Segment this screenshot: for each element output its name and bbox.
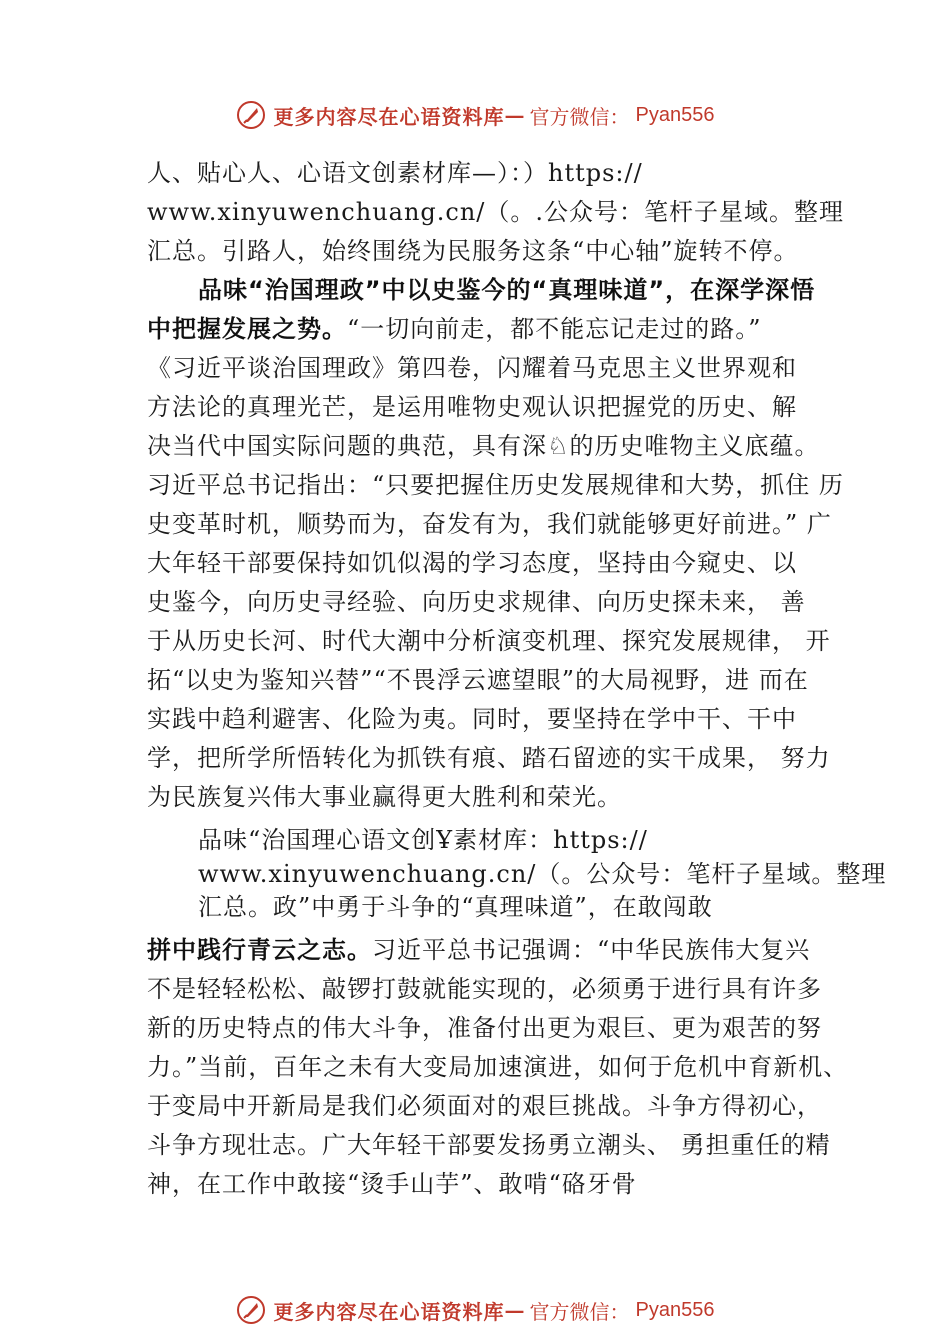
quill-logo-icon [236,1295,266,1325]
bold-heading-text: 拼中践行青云之志。 [147,936,372,964]
text-line [147,197,844,227]
body-text: 人、贴心人、心语文创素材库—）：）https:// [147,159,643,187]
body-text: 汇总。引路人，始终围绕为民服务这条“中心轴”旋转不停。 [147,237,799,265]
text-line [147,1130,831,1160]
text-line [198,859,886,889]
text-line [147,587,806,617]
banner-wechat-label: 官方微信： [529,1299,630,1324]
text-line [147,548,797,578]
body-text: 新的历史特点的伟大斗争，准备付出更为艰巨、更为艰苦的努 [147,1014,822,1042]
bold-heading-text: 品味“治国理政”中以史鉴今的“真理味道”，在深学深悟 [198,276,816,304]
text-line [147,509,832,539]
body-text: 力。”当前，百年之未有大变局加速演进，如何于危机中育新机、 [147,1053,849,1081]
body-text: 神，在工作中敢接“烫手山芋”、敢啃“硌牙骨 [147,1170,637,1198]
body-text: 大年轻干部要保持如饥似渴的学习态度，坚持由今窥史、以 [147,549,797,577]
text-line [147,236,799,266]
text-line [147,314,762,344]
banner-text: 更多内容尽在心语资料库 [273,1299,505,1324]
banner-separator: — [504,1298,526,1322]
body-text: 史变革时机，顺势而为，奋发有为，我们就能够更好前进。” 广 [147,510,832,538]
body-text: www.xinyuwenchuang.cn/（。.公众号：笔杆子星域。整理 [147,198,845,226]
body-text: 方法论的真理光芒，是运用唯物史观认识把握党的历史、解 [147,393,797,421]
text-line [147,935,810,965]
text-line [147,1013,822,1043]
text-line [147,974,822,1004]
text-line [147,665,809,695]
banner-wechat-label: 官方微信： [529,104,630,129]
body-text: “一切向前走，都不能忘记走过的路。” [347,315,762,343]
text-line [147,782,622,812]
body-text: 于变局中开新局是我们必须面对的艰巨挑战。斗争方得初心， [147,1092,822,1120]
footer-watermark-banner [0,1290,950,1330]
body-text: 品味“治国理心语文创Ұ素材库：https:// [198,826,648,854]
text-line [147,704,797,734]
body-text: 习近平总书记强调：“中华民族伟大复兴 [372,936,811,964]
text-line [147,626,831,656]
body-text: 史鉴今，向历史寻经验、向历史求规律、向历史探未来， 善 [147,588,806,616]
banner-separator: — [504,103,526,127]
text-line [147,743,831,773]
body-text: 斗争方现壮志。广大年轻干部要发扬勇立潮头、 勇担重任的精 [147,1131,831,1159]
text-line [147,392,797,422]
body-text: 汇总。政”中勇于斗争的“真理味道”，在敢闯敢 [198,893,713,921]
text-line [198,892,713,922]
body-text: 于从历史长河、时代大潮中分析演变机理、探究发展规律， 开 [147,627,831,655]
text-line [198,825,648,855]
body-text: 实践中趋利避害、化险为夷。同时，要坚持在学中干、干中 [147,705,797,733]
body-text: 《习近平谈治国理政》第四卷，闪耀着马克思主义世界观和 [147,354,797,382]
text-line [147,158,643,188]
text-line [147,470,844,500]
text-line [147,1052,848,1082]
text-line [147,1091,822,1121]
banner-wechat-id: Pyan556 [635,103,715,126]
text-line [147,353,797,383]
body-text: 习近平总书记指出：“只要把握住历史发展规律和大势，抓住 历 [147,471,844,499]
body-text: 为民族复兴伟大事业赢得更大胜利和荣光。 [147,783,622,811]
body-text: 拓“以史为鉴知兴替”“不畏浮云遮望眼”的大局视野，进 而在 [147,666,809,694]
text-line [147,431,820,461]
text-line [147,1169,637,1199]
bold-heading-text: 中把握发展之势。 [147,315,347,343]
text-line [198,275,815,305]
body-text: 学，把所学所悟转化为抓铁有痕、踏石留迹的实干成果， 努力 [147,744,831,772]
banner-text: 更多内容尽在心语资料库 [273,104,505,129]
banner-wechat-id: Pyan556 [635,1298,715,1321]
body-text: www.xinyuwenchuang.cn/（。公众号：笔杆子星域。整理 [198,860,887,888]
body-text: 不是轻轻松松、敲锣打鼓就能实现的，必须勇于进行具有许多 [147,975,822,1003]
body-text: 决当代中国实际问题的典范，具有深♘的历史唯物主义底蕴。 [147,432,820,460]
